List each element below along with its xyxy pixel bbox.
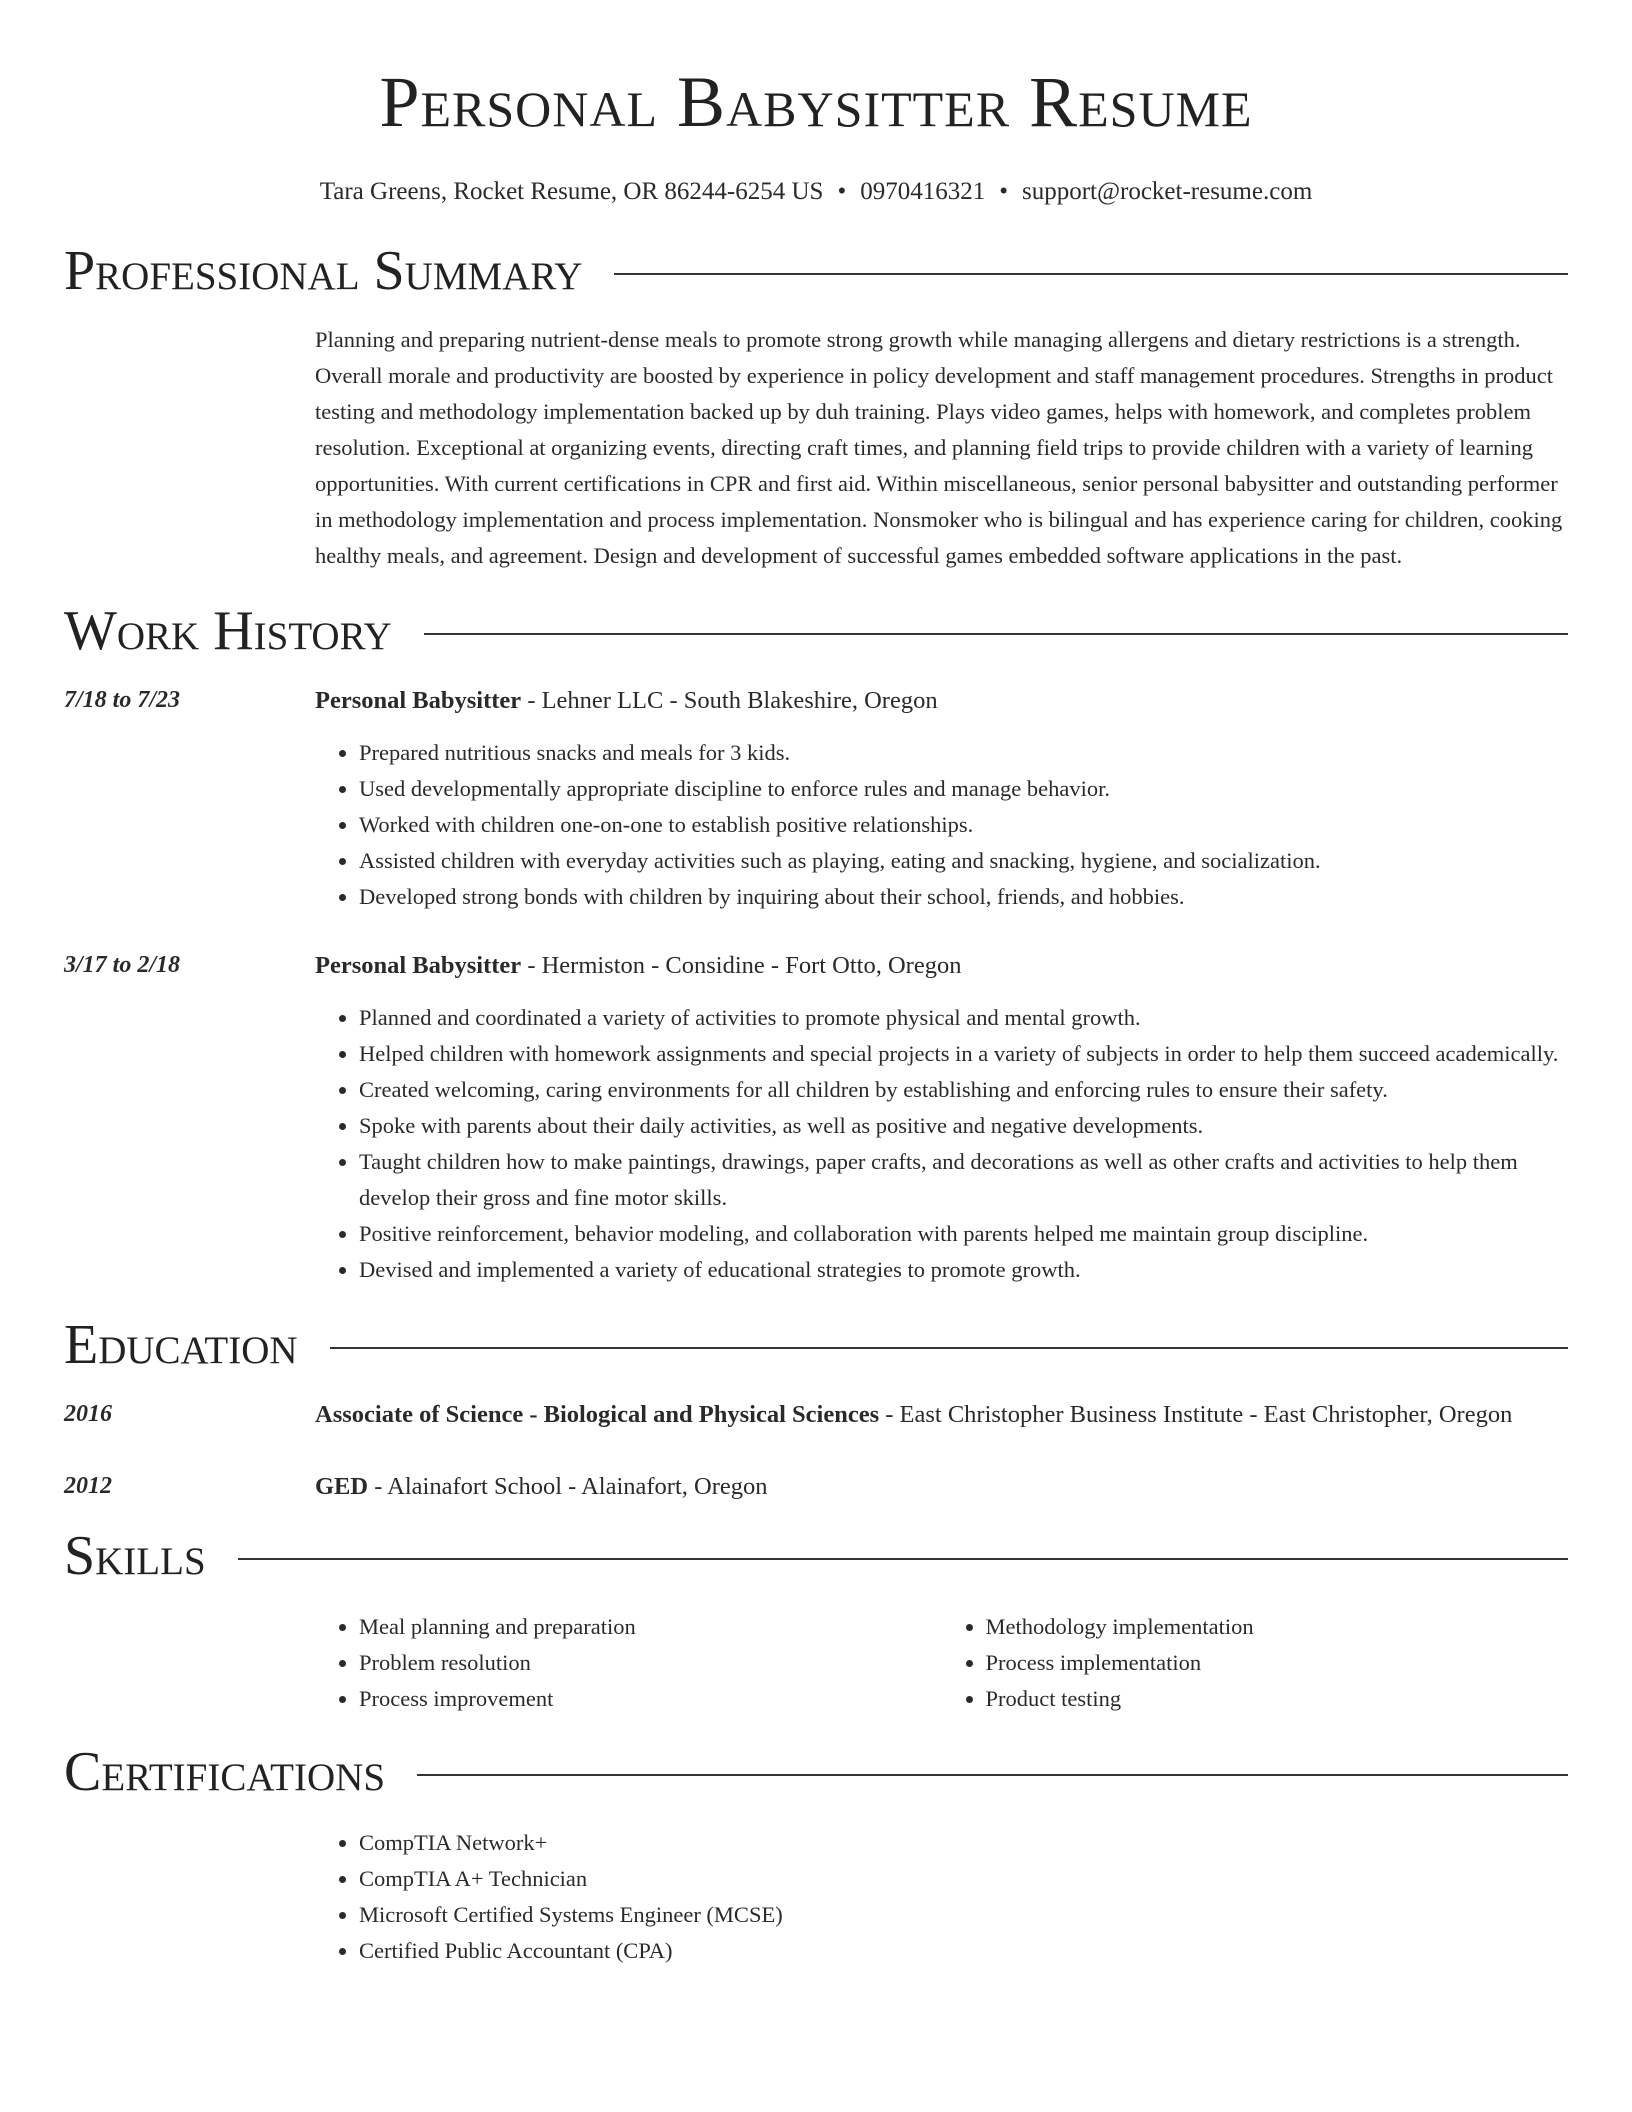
education-title: Education	[64, 1314, 298, 1376]
section-divider	[238, 1558, 1568, 1560]
work-history-section	[64, 600, 1568, 1288]
job-entry	[64, 682, 1568, 915]
skills-list-right	[942, 1609, 1569, 1717]
contact-phone: 0970416321	[860, 178, 986, 205]
list-item: • Taught children how to make paintings, drawings, paper crafts, and decorations as well as other crafts and activities to help them develop their gross and fine motor skills.	[359, 1144, 1568, 1216]
list-item: • Devised and implemented a variety of educational strategies to promote growth.	[359, 1252, 1568, 1288]
job-details: - Lehner LLC - South Blakeshire, Oregon	[521, 687, 938, 714]
certifications-list	[315, 1825, 1568, 1969]
list-item: • CompTIA Network+	[359, 1825, 1568, 1861]
list-item: • Prepared nutritious snacks and meals for 3 kids.	[359, 735, 1568, 771]
education-entry	[64, 1468, 1568, 1505]
job-heading	[64, 947, 1568, 984]
education-year: 2016	[64, 1401, 112, 1427]
certifications-title: Certifications	[64, 1741, 386, 1803]
skills-section	[64, 1525, 1568, 1717]
job-dates: 7/18 to 7/23	[64, 687, 181, 713]
section-divider	[424, 633, 1568, 635]
job-heading	[64, 682, 1568, 719]
job-bullet-list	[315, 735, 1568, 915]
work-history-title: Work History	[64, 600, 392, 662]
section-divider	[330, 1347, 1568, 1349]
list-item: • Planned and coordinated a variety of activities to promote physical and mental growth.	[359, 1000, 1568, 1036]
summary-header	[64, 240, 1568, 302]
skills-list-left	[315, 1609, 942, 1717]
list-item: • CompTIA A+ Technician	[359, 1861, 1568, 1897]
list-item: • Microsoft Certified Systems Engineer (MCSE)	[359, 1897, 1568, 1933]
job-duties	[315, 735, 1568, 915]
summary-section	[64, 240, 1568, 574]
education-degree: GED	[315, 1473, 369, 1500]
list-item: • Assisted children with everyday activities such as playing, eating and snacking, hygiene, and socialization.	[359, 843, 1568, 879]
work-history-header	[64, 600, 1568, 662]
job-dates: 3/17 to 2/18	[64, 952, 181, 978]
list-item: • Certified Public Accountant (CPA)	[359, 1933, 1568, 1969]
section-divider	[614, 273, 1568, 275]
certifications-header	[64, 1741, 1568, 1803]
summary-text: Planning and preparing nutrient-dense meals to promote strong growth while managing allergens and dietary restrictions is a strength. Overall morale and productivity are boosted by experience in policy development and staff management procedures. Strengths in product testing and methodology implementation backed up by duh training. Plays video games, helps with homework, and completes problem resolution. Exceptional at organizing events, directing craft times, and planning field trips to provide children with a variety of learning opportunities. With current certifications in CPR and first aid. Within miscellaneous, senior personal babysitter and outstanding performer in methodology implementation and process implementation. Nonsmoker who is bilingual and has experience caring for children, cooking healthy meals, and agreement. Design and development of successful games embedded software applications in the past.	[315, 327, 1563, 568]
certifications-block	[315, 1825, 1568, 1969]
skills-header	[64, 1525, 1568, 1587]
summary-title: Professional Summary	[64, 240, 583, 302]
section-divider	[417, 1774, 1568, 1776]
job-duties	[315, 1000, 1568, 1288]
job-role: Personal Babysitter	[315, 952, 522, 979]
education-details: - East Christopher Business Institute - East Christopher, Oregon	[879, 1401, 1513, 1428]
skills-grid	[315, 1609, 1568, 1717]
job-title-line	[315, 947, 1568, 984]
resume-title: Personal Babysitter Resume	[379, 62, 1253, 142]
education-line	[315, 1468, 1568, 1505]
education-line	[315, 1396, 1568, 1433]
job-bullet-list	[315, 1000, 1568, 1288]
contact-separator: •	[999, 178, 1008, 205]
list-item: • Used developmentally appropriate discipline to enforce rules and manage behavior.	[359, 771, 1568, 807]
list-item: • Positive reinforcement, behavior modeling, and collaboration with parents helped me maintain group discipline.	[359, 1216, 1568, 1252]
list-item: • Problem resolution	[359, 1645, 942, 1681]
certifications-section	[64, 1741, 1568, 1969]
list-item: • Developed strong bonds with children by inquiring about their school, friends, and hobbies.	[359, 879, 1568, 915]
list-item: • Product testing	[986, 1681, 1569, 1717]
job-details: - Hermiston - Considine - Fort Otto, Oregon	[521, 952, 962, 979]
list-item: • Helped children with homework assignments and special projects in a variety of subjects in order to help them succeed academically.	[359, 1036, 1568, 1072]
education-details: - Alainafort School - Alainafort, Oregon	[368, 1473, 768, 1500]
list-item: • Methodology implementation	[986, 1609, 1569, 1645]
job-entry	[64, 947, 1568, 1288]
contact-line	[0, 178, 1632, 206]
list-item: • Process implementation	[986, 1645, 1569, 1681]
contact-email: support@rocket-resume.com	[1021, 178, 1313, 205]
skills-title: Skills	[64, 1525, 206, 1587]
contact-separator: •	[837, 178, 847, 205]
list-item: • Meal planning and preparation	[359, 1609, 942, 1645]
job-title-line	[315, 682, 1568, 719]
contact-address: Tara Greens, Rocket Resume, OR 86244-6254 US	[319, 178, 824, 205]
education-header	[64, 1314, 1568, 1376]
education-degree: Associate of Science - Biological and Physical Sciences	[315, 1401, 880, 1428]
list-item: • Created welcoming, caring environments for all children by establishing and enforcing rules to ensure their safety.	[359, 1072, 1568, 1108]
list-item: • Spoke with parents about their daily activities, as well as positive and negative developments.	[359, 1108, 1568, 1144]
education-section	[64, 1314, 1568, 1505]
list-item: • Process improvement	[359, 1681, 942, 1717]
list-item: • Worked with children one-on-one to establish positive relationships.	[359, 807, 1568, 843]
education-entry	[64, 1396, 1568, 1433]
education-year: 2012	[64, 1473, 112, 1499]
job-role: Personal Babysitter	[315, 687, 522, 714]
